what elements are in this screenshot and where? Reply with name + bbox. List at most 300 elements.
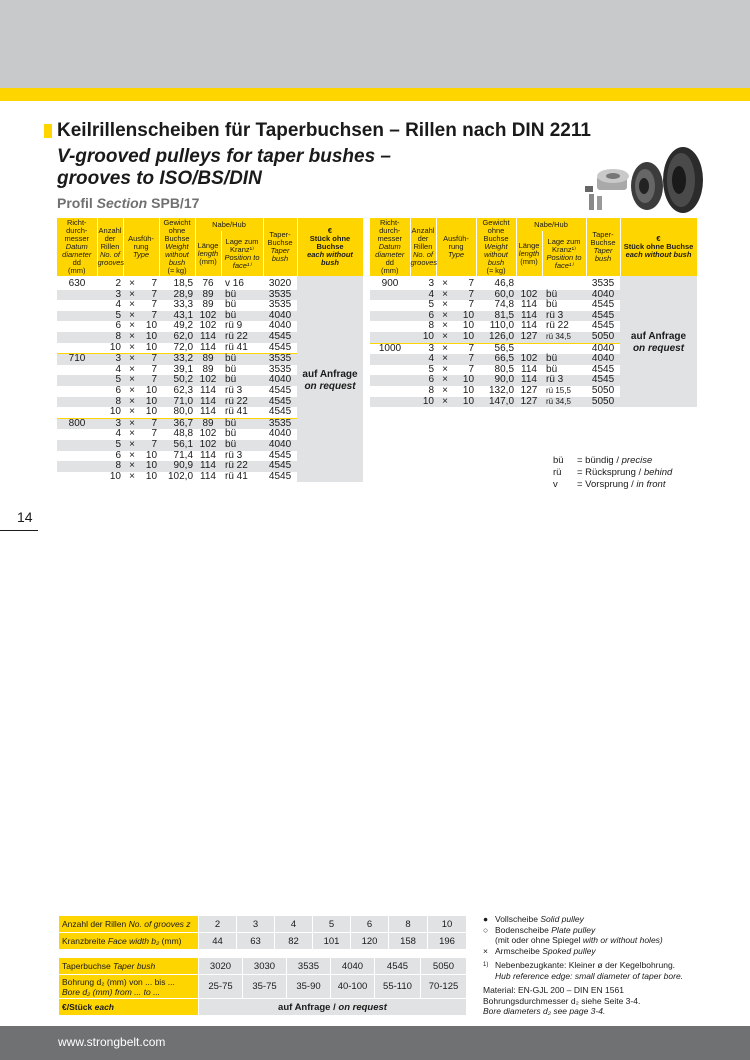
cell-multiplier: × <box>436 343 454 354</box>
cell-weight: 33,2 <box>159 354 195 365</box>
cell-datum-diameter: 800 <box>57 418 97 429</box>
col-head-length: Länge length (mm) <box>516 231 542 276</box>
grid-cell: 4 <box>275 916 313 933</box>
cell-weight: 147,0 <box>476 397 516 408</box>
cell-taper-bush: 4545 <box>586 375 620 386</box>
cell-type: 10 <box>145 470 158 482</box>
cell-datum-diameter: 710 <box>57 354 97 365</box>
cell-position: v 16 <box>225 278 244 289</box>
cell-multiplier: × <box>129 363 135 375</box>
cell-multiplier: × <box>129 384 135 396</box>
col-head-datum-diameter: Richt-durch-messer Datum diameter dd (mm) <box>370 218 410 276</box>
cell-length: 127 <box>516 397 542 408</box>
cell-datum-diameter <box>57 461 97 472</box>
cell-position: bü <box>542 290 586 301</box>
note-bore-en: Bore diameters d₂ see page 3-4. <box>483 1006 606 1016</box>
price-on-request: auf Anfrage on request <box>620 276 697 407</box>
cell-type: 10 <box>454 375 476 386</box>
cell-grooves: 3 <box>97 354 123 365</box>
grid-cell: 10 <box>428 916 467 933</box>
grid-cell: 55-110 <box>375 975 421 999</box>
cell-datum-diameter: 900 <box>381 278 399 289</box>
cell-grooves: 6 <box>115 320 121 332</box>
title-english-line-1: V-grooved pulleys for taper bushes – <box>57 146 391 167</box>
cell-type: 7 <box>141 354 159 365</box>
col-head-weight: Gewicht ohne Buchse Weight without bush (≈ kg) <box>476 218 516 276</box>
cell-type: 10 <box>462 320 475 332</box>
cell-length: 114 <box>200 384 216 396</box>
pulley-product-image <box>585 146 703 214</box>
grooves-row <box>59 916 467 933</box>
cell-taper-bush: 3535 <box>591 278 615 289</box>
col-head-hub: Nabe/Hub <box>516 218 586 231</box>
cell-multiplier: × <box>123 397 141 408</box>
cell-position: bü <box>221 418 263 429</box>
price-row-value: auf Anfrage / on request <box>199 999 467 1016</box>
col-head-hub: Nabe/Hub <box>195 218 263 231</box>
grid-cell: 120 <box>351 933 389 950</box>
cell-type: 10 <box>454 397 476 408</box>
cell-datum-diameter <box>370 321 410 332</box>
cell-position: bü <box>225 428 237 440</box>
cell-position: rü 15,5 <box>546 385 571 395</box>
cell-weight: 18,5 <box>173 278 194 289</box>
open-circle-icon: ○ <box>483 924 489 935</box>
pulley-table-right <box>370 218 698 407</box>
cell-weight: 60,0 <box>476 290 516 301</box>
cell-type: 7 <box>141 290 159 301</box>
cell-weight: 102,0 <box>167 470 194 482</box>
cell-grooves: 8 <box>97 332 123 343</box>
cell-weight: 71,0 <box>159 397 195 408</box>
cell-grooves: 8 <box>97 461 123 472</box>
cell-length: 114 <box>195 397 221 408</box>
cell-position: bü <box>221 311 263 322</box>
price-row-label: €/Stück each <box>59 999 199 1016</box>
cell-datum-diameter <box>370 311 410 322</box>
cell-datum-diameter <box>57 440 97 451</box>
profile-code: SPB/17 <box>151 195 200 211</box>
cell-weight: 56,5 <box>476 343 516 354</box>
cell-datum-diameter <box>370 397 410 408</box>
cell-length: 114 <box>521 320 537 332</box>
cell-taper-bush: 4040 <box>268 320 292 332</box>
cell-taper-bush: 4545 <box>268 384 292 396</box>
cell-datum-diameter: 1000 <box>370 343 410 354</box>
table-row <box>370 276 697 290</box>
cell-taper-bush: 4545 <box>263 397 297 408</box>
cell-grooves: 6 <box>410 375 436 386</box>
col-head-taper-bush: Taper-Buchse Taper bush <box>586 218 620 276</box>
cell-grooves: 10 <box>109 341 121 353</box>
cell-length: 114 <box>200 341 216 353</box>
legend-row: v = Vorsprung / in front <box>553 479 666 490</box>
cell-position: rü 3 <box>225 384 243 396</box>
cell-multiplier: × <box>436 375 454 386</box>
note-material: Material: EN-GJL 200 – DIN EN 1561 <box>483 985 624 995</box>
grid-cell: 8 <box>389 916 428 933</box>
cell-position: bü <box>542 354 586 365</box>
cell-type: 10 <box>145 384 158 396</box>
cell-taper-bush: 5050 <box>591 384 615 396</box>
cell-taper-bush: 4545 <box>591 363 615 375</box>
cell-multiplier: × <box>442 278 448 289</box>
grid-cell: 196 <box>428 933 467 950</box>
cell-taper-bush: 5050 <box>586 397 620 408</box>
cell-grooves: 4 <box>410 290 436 301</box>
cell-datum-diameter <box>57 407 97 418</box>
grid-cell: 3 <box>237 916 275 933</box>
cell-grooves: 5 <box>97 440 123 451</box>
cell-taper-bush: 4545 <box>591 299 615 311</box>
price-on-request: auf Anfrage on request <box>297 276 363 482</box>
cell-datum-diameter <box>57 386 97 397</box>
col-head-type: Ausfüh-rung Type <box>123 218 159 276</box>
cell-multiplier: × <box>129 320 135 332</box>
table-row <box>57 276 363 290</box>
cell-position: rü 3 <box>542 375 586 386</box>
cell-length: 89 <box>202 299 214 311</box>
cell-position <box>542 276 586 290</box>
cell-position: rü 41 <box>225 470 248 482</box>
cell-taper-bush: 3020 <box>268 278 292 289</box>
legend-row: bü = bündig / precise <box>553 455 653 466</box>
profile-en: Section <box>96 195 148 211</box>
cell-multiplier: × <box>123 311 141 322</box>
cell-taper-bush: 4040 <box>263 440 297 451</box>
cell-datum-diameter <box>370 290 410 301</box>
cell-weight: 56,1 <box>159 440 195 451</box>
grid-cell: 3030 <box>243 958 287 975</box>
cell-length: 102 <box>195 311 221 322</box>
note-plate: ○ Bodenscheibe Plate pulley <box>483 924 596 935</box>
cell-weight: 80,0 <box>173 406 194 418</box>
cell-position: bü <box>221 290 263 301</box>
cell-length: 114 <box>521 363 537 375</box>
cell-datum-diameter: 630 <box>68 278 86 289</box>
cell-taper-bush: 3535 <box>263 354 297 365</box>
cell-weight: 33,3 <box>173 299 194 311</box>
cell-weight: 50,2 <box>159 375 195 386</box>
cell-grooves: 10 <box>109 470 121 482</box>
cell-type: 10 <box>141 397 159 408</box>
cell-weight: 49,2 <box>173 320 194 332</box>
cell-length: 114 <box>200 449 216 461</box>
profile-label <box>57 195 199 211</box>
cell-datum-diameter <box>370 386 410 397</box>
cell-grooves: 4 <box>115 299 121 311</box>
grid-cell: 5050 <box>421 958 467 975</box>
cell-type: 10 <box>454 311 476 322</box>
cell-length: 114 <box>516 375 542 386</box>
cell-grooves: 6 <box>115 449 121 461</box>
legend-row: rü = Rücksprung / behind <box>553 467 673 478</box>
face-width-row <box>59 933 467 950</box>
cell-position: rü 34,5 <box>542 397 586 408</box>
cell-taper-bush: 4040 <box>263 375 297 386</box>
cell-multiplier: × <box>129 278 135 289</box>
cell-taper-bush: 4545 <box>263 332 297 343</box>
grid-cell: 3535 <box>287 958 331 975</box>
footer-bar <box>0 1026 750 1060</box>
grid-cell: 35-90 <box>287 975 331 999</box>
table-right-body <box>370 276 697 407</box>
taper-bush-row <box>59 958 467 975</box>
note-spoked: × Armscheibe Spoked pulley <box>483 945 596 956</box>
cell-type: 10 <box>141 461 159 472</box>
cell-multiplier: × <box>123 375 141 386</box>
cell-taper-bush: 3535 <box>263 418 297 429</box>
cell-weight: 62,0 <box>159 332 195 343</box>
cell-multiplier: × <box>129 470 135 482</box>
cell-grooves: 8 <box>428 384 434 396</box>
note-plate-extra: (mit oder ohne Spiegel with or without holes) <box>495 935 663 945</box>
cell-length: 127 <box>516 332 542 343</box>
top-band <box>0 0 750 88</box>
cell-taper-bush: 4545 <box>268 449 292 461</box>
cell-grooves: 6 <box>115 384 121 396</box>
cell-grooves: 3 <box>97 418 123 429</box>
note-footnote: 1) Nebenbezugkante: Kleiner ø der Kegelbohrung. <box>483 960 676 970</box>
grid-cell: 3020 <box>199 958 243 975</box>
cell-length <box>516 276 542 290</box>
cell-type: 7 <box>141 418 159 429</box>
cell-weight: 80,5 <box>494 363 515 375</box>
page-number: 14 <box>17 509 33 525</box>
cell-type: 10 <box>145 320 158 332</box>
cell-position: rü 9 <box>225 320 243 332</box>
cell-grooves: 3 <box>410 343 436 354</box>
dimensions-grid <box>58 915 467 956</box>
cell-weight: 48,8 <box>173 428 194 440</box>
grid-cell: 101 <box>313 933 351 950</box>
cell-length: 114 <box>200 406 216 418</box>
cell-position: bü <box>546 363 558 375</box>
page-number-rule <box>0 530 38 531</box>
cell-weight: 81,5 <box>476 311 516 322</box>
cell-type: 7 <box>151 299 158 311</box>
cell-datum-diameter <box>370 365 410 376</box>
bore-row-label: Bohrung d₂ (mm) von ... bis ... Bore d₂ (mm) from ... to ... <box>59 975 199 999</box>
cell-weight: 90,9 <box>159 461 195 472</box>
col-head-grooves: Anzahl der Rillen No. of grooves <box>410 218 436 276</box>
title-english-line-2: grooves to ISO/BS/DIN <box>57 168 262 189</box>
cell-grooves: 8 <box>97 397 123 408</box>
cell-position: rü 22 <box>221 332 263 343</box>
grid-cell: 82 <box>275 933 313 950</box>
cell-weight: 46,8 <box>494 278 515 289</box>
cell-taper-bush: 4545 <box>268 470 292 482</box>
cell-multiplier: × <box>123 418 141 429</box>
cell-multiplier: × <box>436 397 454 408</box>
cell-grooves: 5 <box>428 363 434 375</box>
cell-length: 102 <box>199 320 217 332</box>
title-marker <box>44 124 52 138</box>
cell-type: 7 <box>141 375 159 386</box>
cell-multiplier: × <box>436 354 454 365</box>
cell-multiplier: × <box>129 341 135 353</box>
position-legend <box>553 455 672 491</box>
cell-datum-diameter <box>57 343 97 354</box>
cell-multiplier: × <box>436 311 454 322</box>
cell-weight: 74,8 <box>494 299 515 311</box>
col-head-position: Lage zum Kranz¹⁾ Position to face¹⁾ <box>221 231 263 276</box>
cell-datum-diameter <box>57 311 97 322</box>
cell-multiplier: × <box>442 384 448 396</box>
cell-weight: 132,0 <box>488 384 515 396</box>
cell-type: 7 <box>454 343 476 354</box>
cell-multiplier: × <box>436 290 454 301</box>
col-head-datum-diameter: Richt-durch-messer Datum diameter dd (mm) <box>57 218 97 276</box>
cell-position: rü 34,5 <box>542 332 586 343</box>
cell-weight: 62,3 <box>173 384 194 396</box>
cross-icon: × <box>483 945 488 956</box>
col-head-length: Länge length (mm) <box>195 231 221 276</box>
cell-type: 10 <box>454 332 476 343</box>
cell-type: 10 <box>462 384 475 396</box>
bush-grid <box>58 957 467 1016</box>
cell-length: 114 <box>195 332 221 343</box>
cell-grooves: 5 <box>428 299 434 311</box>
cell-datum-diameter <box>57 472 97 483</box>
pulley-table-left <box>57 218 364 482</box>
grid-cell: 4545 <box>375 958 421 975</box>
cell-weight: 72,0 <box>173 341 194 353</box>
cell-multiplier: × <box>129 406 135 418</box>
title-english <box>57 146 391 190</box>
grid-cell: 40-100 <box>331 975 375 999</box>
face-width-row-label: Kranzbreite Face width b₂ (mm) <box>59 933 199 950</box>
cell-grooves: 6 <box>410 311 436 322</box>
cell-grooves: 3 <box>97 290 123 301</box>
cell-taper-bush: 4040 <box>586 343 620 354</box>
cell-type: 7 <box>151 363 158 375</box>
cell-type: 7 <box>454 290 476 301</box>
col-head-position: Lage zum Kranz¹⁾ Position to face¹⁾ <box>542 231 586 276</box>
grid-cell: 6 <box>351 916 389 933</box>
cell-multiplier: × <box>442 320 448 332</box>
cell-type: 10 <box>145 449 158 461</box>
cell-length: 102 <box>195 440 221 451</box>
cell-grooves: 5 <box>97 375 123 386</box>
cell-length: 127 <box>520 384 538 396</box>
grid-cell: 44 <box>199 933 237 950</box>
cell-multiplier: × <box>442 299 448 311</box>
cell-grooves: 2 <box>115 278 121 289</box>
grooves-row-label: Anzahl der Rillen No. of grooves z <box>59 916 199 933</box>
cell-datum-diameter <box>370 375 410 386</box>
taper-bush-row-label: Taperbuchse Taper bush <box>59 958 199 975</box>
col-head-grooves: Anzahl der Rillen No. of grooves <box>97 218 123 276</box>
grid-cell: 2 <box>199 916 237 933</box>
cell-datum-diameter <box>370 354 410 365</box>
grid-cell: 158 <box>389 933 428 950</box>
cell-grooves: 8 <box>428 320 434 332</box>
cell-datum-diameter <box>57 332 97 343</box>
cell-length: 114 <box>516 311 542 322</box>
grid-cell: 4040 <box>331 958 375 975</box>
cell-position: rü 3 <box>225 449 243 461</box>
note-solid: ● Vollscheibe Solid pulley <box>483 914 584 924</box>
cell-type: 7 <box>141 440 159 451</box>
solid-circle-icon: ● <box>483 914 489 924</box>
cell-datum-diameter <box>57 365 97 376</box>
grid-cell: 70-125 <box>421 975 467 999</box>
cell-datum-diameter <box>57 429 97 440</box>
cell-grooves: 10 <box>410 397 436 408</box>
col-head-taper-bush: Taper-Buchse Taper bush <box>263 218 297 276</box>
grid-gap <box>59 950 467 956</box>
cell-taper-bush: 4545 <box>586 311 620 322</box>
cell-taper-bush: 4040 <box>586 354 620 365</box>
bore-row <box>59 975 467 999</box>
cell-taper-bush: 4040 <box>586 290 620 301</box>
cell-grooves: 4 <box>115 428 121 440</box>
grid-cell: 63 <box>237 933 275 950</box>
yellow-stripe <box>0 88 750 101</box>
cell-position: bü <box>225 299 237 311</box>
cell-datum-diameter <box>57 300 97 311</box>
cell-length: 102 <box>516 354 542 365</box>
cell-datum-diameter <box>370 332 410 343</box>
cell-weight: 90,0 <box>476 375 516 386</box>
cell-length: 89 <box>202 363 214 375</box>
cell-grooves: 5 <box>97 311 123 322</box>
note-bore-de: Bohrungsdurchmesser d₂ siehe Seite 3-4. <box>483 995 641 1006</box>
cell-weight: 110,0 <box>489 320 515 332</box>
table-left-body <box>57 276 363 482</box>
cell-type: 7 <box>151 428 158 440</box>
cell-taper-bush: 3535 <box>268 363 292 375</box>
cell-taper-bush: 5050 <box>586 332 620 343</box>
cell-grooves: 4 <box>115 363 121 375</box>
cell-datum-diameter <box>57 375 97 386</box>
cell-weight: 71,4 <box>173 449 194 461</box>
cell-taper-bush: 4040 <box>263 311 297 322</box>
cell-length: 114 <box>200 470 216 482</box>
cell-taper-bush: 3535 <box>268 299 292 311</box>
cell-multiplier: × <box>123 332 141 343</box>
footer-url: www.strongbelt.com <box>58 1035 166 1049</box>
cell-length: 89 <box>195 418 221 429</box>
cell-taper-bush: 4545 <box>591 320 615 332</box>
cell-multiplier: × <box>129 299 135 311</box>
cell-grooves: 10 <box>410 332 436 343</box>
cell-weight: 126,0 <box>476 332 516 343</box>
cell-weight: 28,9 <box>159 290 195 301</box>
cell-position: rü 3 <box>542 311 586 322</box>
cell-taper-bush: 4545 <box>268 341 292 353</box>
cell-taper-bush: 4040 <box>268 428 292 440</box>
cell-length: 89 <box>195 290 221 301</box>
col-head-price: € Stück ohne Buchse each without bush <box>297 218 363 276</box>
cell-length: 102 <box>195 375 221 386</box>
cell-weight: 43,1 <box>159 311 195 322</box>
cell-length: 76 <box>202 278 214 289</box>
title-german: Keilrillenscheiben für Taperbuchsen – Rillen nach DIN 2211 <box>57 120 591 141</box>
note-footnote-en: Hub reference edge: small diameter of taper bore. <box>495 970 684 981</box>
cell-grooves: 4 <box>410 354 436 365</box>
cell-datum-diameter <box>370 300 410 311</box>
cell-multiplier: × <box>436 332 454 343</box>
cell-datum-diameter <box>57 397 97 408</box>
cell-grooves: 3 <box>428 278 434 289</box>
cell-position: rü 22 <box>221 461 263 472</box>
cell-length: 114 <box>195 461 221 472</box>
col-head-type: Ausfüh-rung Type <box>436 218 476 276</box>
cell-length: 114 <box>521 299 537 311</box>
cell-position: bü <box>221 354 263 365</box>
